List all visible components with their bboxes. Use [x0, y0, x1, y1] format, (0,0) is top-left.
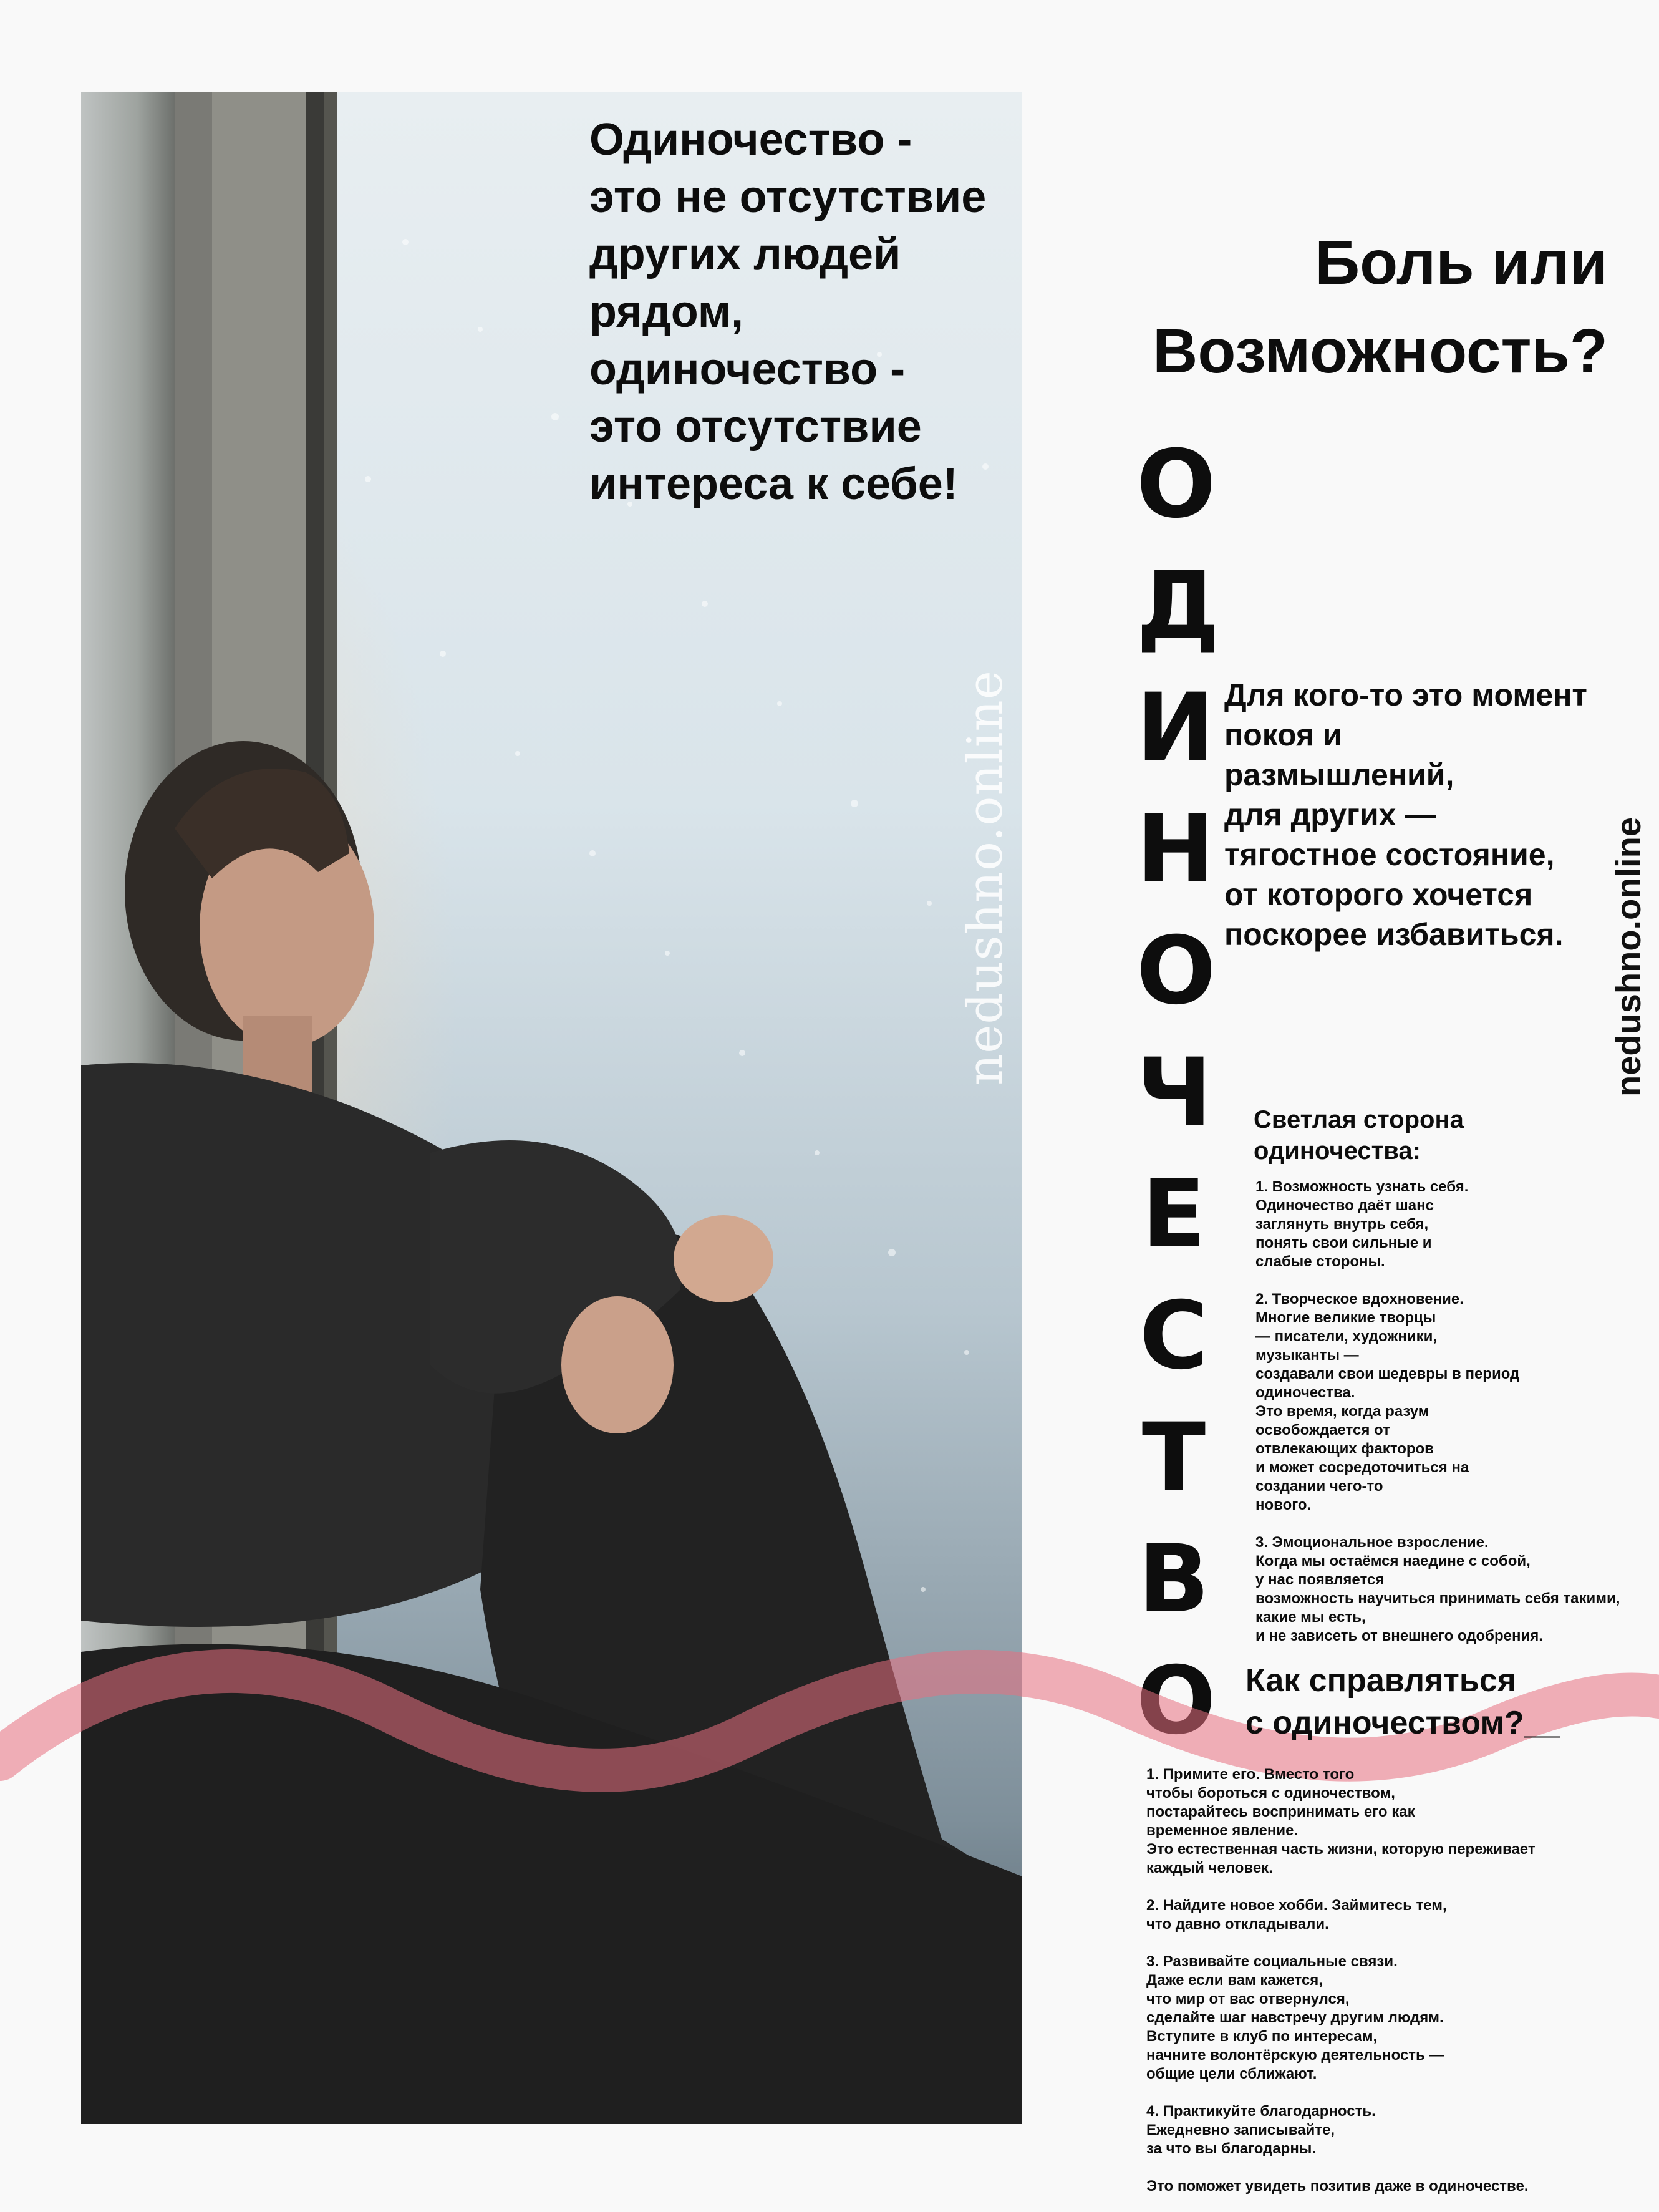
- list-item: [1146, 2102, 1536, 2158]
- light-side-title: [1254, 1104, 1464, 1167]
- list-line: — писатели, художники,: [1255, 1328, 1438, 1345]
- list-line: общие цели сближают.: [1146, 2065, 1317, 2082]
- vertical-letter: Е: [1141, 1160, 1206, 1269]
- list-line: 4. Практикуйте благодарность.: [1146, 2103, 1376, 2120]
- list-line: чтобы бороться с одиночеством,: [1146, 1785, 1395, 1802]
- list-line: одиночества.: [1255, 1384, 1355, 1401]
- light-side-list: [1255, 1178, 1620, 1646]
- list-line: Одиночество даёт шанс: [1255, 1197, 1434, 1214]
- list-line: Когда мы остаёмся наедине с собой,: [1255, 1553, 1531, 1569]
- intro-line: покоя и: [1224, 717, 1342, 752]
- intro-line: Для кого-то это момент: [1224, 677, 1587, 712]
- list-line: 3. Развивайте социальные связи.: [1146, 1953, 1398, 1970]
- list-line: заглянуть внутрь себя,: [1255, 1216, 1429, 1233]
- vertical-letter: Т: [1141, 1404, 1206, 1512]
- intro-line: поскорее избавиться.: [1224, 917, 1564, 952]
- list-line: Это время, когда разум: [1255, 1403, 1429, 1420]
- coping-title: [1245, 1659, 1560, 1744]
- list-line: слабые стороны.: [1255, 1253, 1385, 1270]
- vertical-letter: О: [1136, 430, 1216, 539]
- list-line: Ежедневно записывайте,: [1146, 2122, 1335, 2138]
- quote-line: это отсутствие: [589, 402, 922, 452]
- headline-line: Боль или: [1315, 228, 1608, 298]
- list-item: [1146, 1896, 1536, 1934]
- list-item: [1146, 1765, 1536, 1878]
- quote-line: интереса к себе!: [589, 459, 958, 509]
- list-line: за что вы благодарны.: [1146, 2140, 1316, 2157]
- list-line: нового.: [1255, 1496, 1312, 1513]
- list-line: понять свои сильные и: [1255, 1235, 1432, 1251]
- quote-line: рядом,: [589, 287, 744, 337]
- headline: [1153, 218, 1608, 395]
- headline-line: Возможность?: [1153, 316, 1608, 386]
- list-line: Это естественная часть жизни, которую переживает: [1146, 1841, 1536, 1858]
- vertical-letter: О: [1136, 917, 1216, 1026]
- list-line: что давно откладывали.: [1146, 1916, 1329, 1933]
- vertical-letter: Д: [1136, 552, 1220, 661]
- intro-line: от которого хочется: [1224, 877, 1533, 912]
- list-line: 3. Эмоциональное взросление.: [1255, 1534, 1489, 1551]
- vertical-letter: Н: [1136, 795, 1215, 904]
- list-line: и может сосредоточиться на: [1255, 1459, 1469, 1476]
- list-item: [1255, 1533, 1620, 1646]
- vertical-word: [1136, 424, 1220, 1762]
- list-line: Многие великие творцы: [1255, 1309, 1436, 1326]
- list-line: и не зависеть от внешнего одобрения.: [1255, 1627, 1543, 1644]
- list-item: [1146, 2177, 1536, 2196]
- list-line: освобождается от: [1255, 1422, 1390, 1438]
- vertical-letter: С: [1139, 1282, 1209, 1390]
- intro-line: размышлений,: [1224, 757, 1454, 792]
- intro-line: тягостное состояние,: [1224, 837, 1555, 872]
- list-line: 2. Найдите новое хобби. Займитесь тем,: [1146, 1897, 1447, 1914]
- vertical-letter: В: [1138, 1525, 1210, 1634]
- list-item: [1255, 1290, 1620, 1515]
- list-line: Даже если вам кажется,: [1146, 1972, 1323, 1989]
- list-line: создавали свои шедевры в период: [1255, 1366, 1520, 1382]
- light-side-title-line: Светлая сторона: [1254, 1106, 1464, 1133]
- quote-line: других людей: [589, 230, 901, 279]
- coping-title-line: Как справляться: [1245, 1662, 1517, 1699]
- intro-paragraph: [1224, 675, 1587, 954]
- list-line: музыканты —: [1255, 1347, 1359, 1364]
- coping-list: [1146, 1765, 1536, 2196]
- light-side-title-line: одиночества:: [1254, 1137, 1421, 1165]
- list-line: возможность научиться принимать себя такими,: [1255, 1590, 1620, 1607]
- vertical-letter: Ч: [1136, 1039, 1212, 1147]
- list-line: какие мы есть,: [1255, 1609, 1366, 1626]
- list-line: отвлекающих факторов: [1255, 1440, 1434, 1457]
- list-line: постарайтесь воспринимать его как: [1146, 1803, 1415, 1820]
- list-item: [1255, 1178, 1620, 1271]
- list-line: Это поможет увидеть позитив даже в одиночестве.: [1146, 2178, 1529, 2195]
- list-line: у нас появляется: [1255, 1571, 1385, 1588]
- list-line: 1. Возможность узнать себя.: [1255, 1178, 1469, 1195]
- list-line: каждый человек.: [1146, 1860, 1273, 1876]
- list-line: 2. Творческое вдохновение.: [1255, 1291, 1464, 1307]
- list-line: что мир от вас отвернулся,: [1146, 1991, 1350, 2007]
- watermark-side: nedushno.online: [1608, 817, 1648, 1097]
- list-item: [1146, 1952, 1536, 2083]
- watermark-photo: nedushno.online: [957, 670, 1013, 1085]
- quote-line: одиночество -: [589, 344, 906, 394]
- vertical-letter: И: [1136, 674, 1215, 782]
- list-line: начните волонтёрскую деятельность —: [1146, 2047, 1444, 2064]
- quote-line: Одиночество -: [589, 115, 912, 165]
- coping-title-line: с одиночеством?__: [1245, 1705, 1560, 1741]
- list-line: сделайте шаг навстречу другим людям.: [1146, 2009, 1444, 2026]
- list-line: временное явление.: [1146, 1822, 1299, 1839]
- list-line: 1. Примите его. Вместо того: [1146, 1766, 1355, 1783]
- quote-text: [589, 111, 1026, 513]
- intro-line: для других —: [1224, 797, 1436, 832]
- quote-line: это не отсутствие: [589, 172, 987, 222]
- list-line: Вступите в клуб по интересам,: [1146, 2028, 1378, 2045]
- vertical-letter: О: [1136, 1647, 1216, 1755]
- list-line: создании чего-то: [1255, 1478, 1383, 1495]
